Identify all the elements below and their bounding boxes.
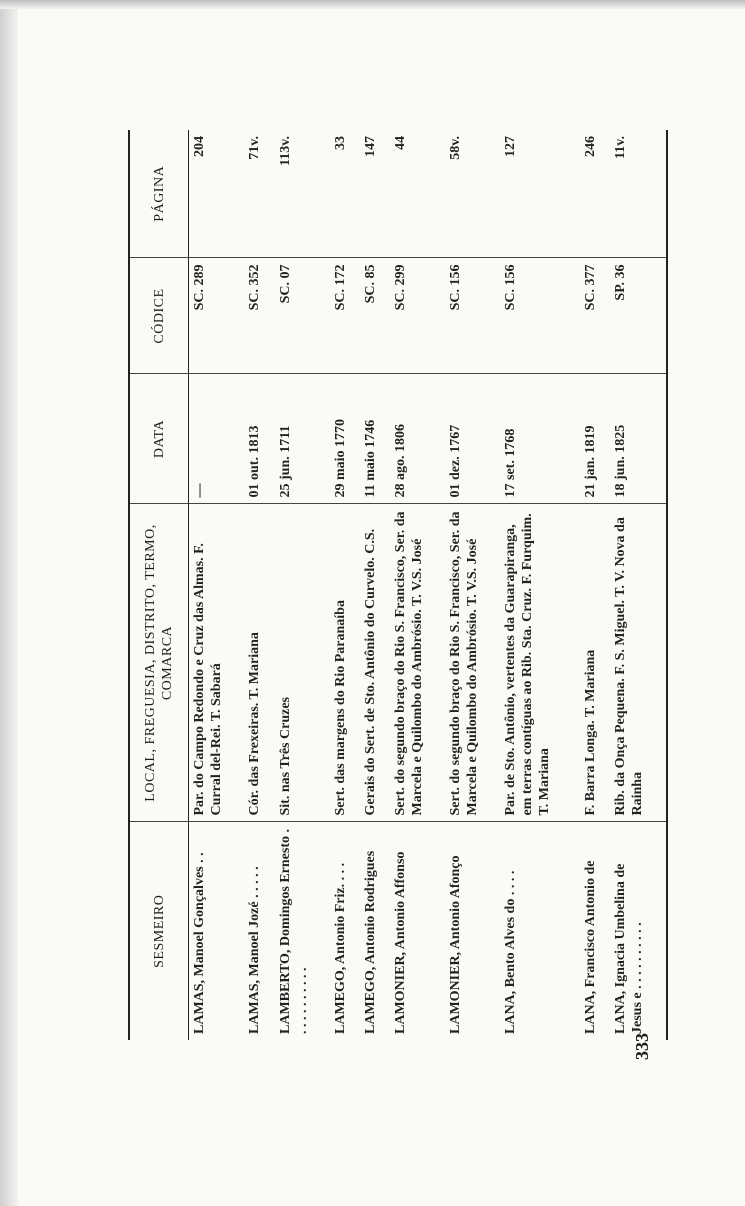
cell-local: Sert. do segundo braço do Rio S. Francisco, Ser. da Marcela e Quilombo do Ambrósio. T. V.S. José [445,504,500,822]
table-row [244,130,274,1040]
cell-sesmeiro: LAMAS, Manoel Gonçalves . . [192,852,207,1034]
cell-codice: SC. 172 [330,258,360,374]
cell-sesmeiro: LANA, Bento Alves do . . . . [503,870,519,1034]
cell-local: Sit. nas Três Cruzes [275,504,330,822]
cell-data: 18 jun. 1825 [610,374,667,504]
table-header-row [129,130,189,1040]
cell-pagina: 147 [360,130,390,258]
cell-data: 11 maio 1746 [360,374,390,504]
cell-codice: SP. 36 [610,258,667,374]
header-sesmeiro: SESMEIRO [129,822,189,1040]
cell-pagina: 11v. [610,130,667,258]
cell-codice: SC. 85 [360,258,390,374]
cell-local: Gerais do Sert. de Sto. Antônio do Curvelo. C.S. [360,504,390,822]
cell-codice: SC. 377 [580,258,610,374]
cell-data: — [189,374,245,504]
cell-pagina: 58v. [445,130,500,258]
table-row [390,130,445,1040]
cell-local: Rib. da Onça Pequena. F. S. Miguel. T. V. Nova da Rainha [610,504,667,822]
page-binding-shadow [0,0,18,1206]
header-pagina: PÁGINA [129,130,189,258]
cell-data: 01 out. 1813 [244,374,274,504]
cell-sesmeiro: LANA, Ignacia Umbelina de Jesus e . . . . . . . . . . [610,822,667,1040]
cell-local: Par. do Campo Redondo e Cruz das Almas. F. Curral del-Rei. T. Sabará [189,504,245,822]
cell-local: Par. de Sto. Antônio, vertentes da Guarapiranga, em terras contíguas ao Rib. Sta. Cruz. F. Furquim. T. Mariana [500,504,580,822]
table-row [445,130,500,1040]
cell-codice: SC. 289 [189,258,245,374]
cell-sesmeiro: LANA, Francisco Antonio de [583,860,599,1034]
page-top-edge [0,0,745,9]
cell-local: F. Barra Longa. T. Mariana [580,504,610,822]
cell-data: 21 jan. 1819 [580,374,610,504]
sesmarias-table [128,130,668,1040]
cell-sesmeiro: LAMEGO, Antonio Friz. . . . [332,862,348,1034]
cell-local: Sert. do segundo braço do Rio S. Francisco, Ser. da Marcela e Quilombo do Ambrósio. T. V.S. José [390,504,445,822]
cell-sesmeiro: LAMBERTO, Domingos Ernesto . . . . . . . . . . . [277,829,310,1034]
cell-pagina: 127 [500,130,580,258]
cell-data: 29 maio 1770 [330,374,360,504]
header-codice: CÓDICE [129,258,189,374]
cell-codice: SC. 299 [390,258,445,374]
cell-codice: SC. 156 [445,258,500,374]
sesmarias-table-container [128,130,668,1040]
cell-codice: SC. 07 [275,258,330,374]
table-row [610,130,667,1040]
cell-local: Sert. das margens do Rio Paranaíba [330,504,360,822]
table-row [580,130,610,1040]
cell-sesmeiro: LAMONIER, Antonio Affonso [393,851,409,1034]
cell-sesmeiro: LAMONIER, Antonio Afonço [448,855,464,1034]
cell-sesmeiro: LAMAS, Manoel Jozé . . . . . [247,866,263,1034]
header-local: LOCAL, FREGUESIA, DISTRITO, TERMO, COMARCA [129,504,189,822]
cell-data: 01 dez. 1767 [445,374,500,504]
cell-codice: SC. 352 [244,258,274,374]
cell-local: Cór. das Frexeiras. T. Mariana [244,504,274,822]
cell-data: 17 set. 1768 [500,374,580,504]
cell-pagina: 44 [390,130,445,258]
cell-codice: SC. 156 [500,258,580,374]
cell-pagina: 71v. [244,130,274,258]
table-row [189,130,245,1040]
table-row [330,130,360,1040]
header-data: DATA [129,374,189,504]
table-row [275,130,330,1040]
page-number: 333 [632,1033,652,1060]
cell-pagina: 246 [580,130,610,258]
cell-pagina: 204 [189,130,245,258]
cell-pagina: 113v. [275,130,330,258]
cell-data: 28 ago. 1806 [390,374,445,504]
cell-data: 25 jun. 1711 [275,374,330,504]
cell-sesmeiro: LAMEGO, Antonio Rodrigues [363,850,379,1034]
table-row [500,130,580,1040]
cell-pagina: 33 [330,130,360,258]
table-row [360,130,390,1040]
